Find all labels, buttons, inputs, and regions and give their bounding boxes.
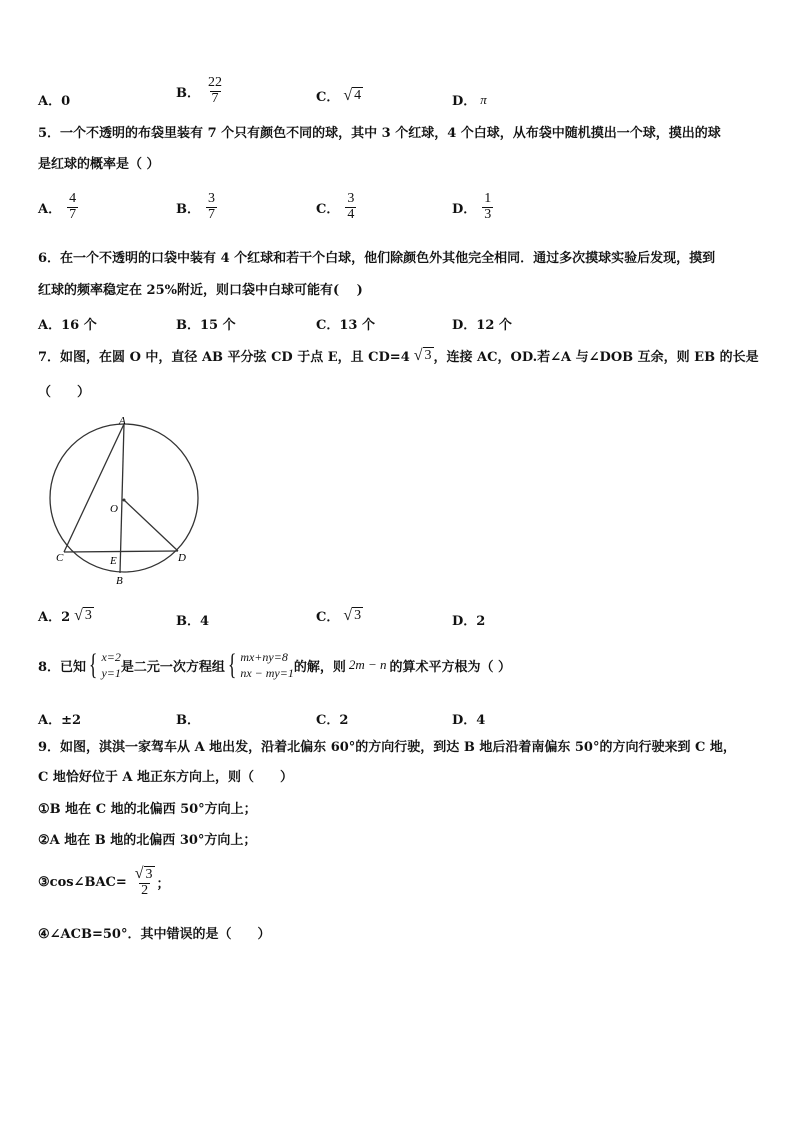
system-row: mx+ny=8	[240, 650, 288, 664]
q4-option-a: A．0	[38, 94, 71, 109]
q6-option-a: A．16 个	[38, 318, 97, 333]
q6-option-c: C．13 个	[316, 318, 375, 333]
sqrt-expression: √ 4	[343, 86, 362, 104]
option-fraction	[482, 192, 493, 222]
option-label: C．	[316, 201, 340, 217]
solution-system: { x=2 y=1	[88, 648, 121, 682]
label-c: C	[56, 552, 64, 564]
option-label: C．	[316, 610, 340, 625]
q7-circle-figure	[40, 412, 220, 592]
radicand: 3	[354, 608, 362, 624]
radicand: 3	[145, 867, 153, 882]
radicand: 3	[424, 348, 432, 364]
q6-stem-line2: 红球的频率稳定在 25%附近，则口袋中白球可能有( )	[38, 283, 363, 298]
fraction-numerator: 22	[208, 75, 222, 90]
q8-text-end: 的算术平方根为（ ）	[389, 659, 512, 675]
q8-option-b: B．	[176, 713, 200, 728]
option-fraction	[345, 192, 356, 222]
q9-statement-1: ①B 地在 C 地的北偏西 50°方向上；	[38, 802, 257, 817]
q9-statement-4: ④∠ACB=50°．其中错误的是（ ）	[38, 927, 271, 942]
q7-option-a	[38, 606, 94, 625]
chord-cd	[64, 551, 178, 552]
q4-option-b-fraction	[206, 76, 224, 106]
segment-od	[124, 500, 178, 551]
q8-stem	[38, 649, 511, 681]
q5-stem-line2: 是红球的概率是（ ）	[38, 157, 160, 172]
q4-option-c	[316, 86, 363, 105]
q4-option-d	[452, 90, 487, 109]
sqrt-expression: √ 3	[74, 606, 92, 624]
q7-stem-line1	[38, 346, 759, 365]
fraction-denominator: 4	[347, 206, 355, 222]
segment-ac	[64, 424, 124, 552]
fraction-denominator: 7	[211, 90, 219, 106]
option-fraction	[206, 192, 217, 222]
fraction-numerator: 4	[69, 191, 77, 206]
q9-stem-line2: C 地恰好位于 A 地正东方向上，则（ ）	[38, 770, 294, 785]
center-point-o	[123, 499, 126, 502]
q7-stem-line2: （ ）	[38, 385, 91, 400]
sqrt-expression: √ 3	[343, 606, 362, 624]
label-a: A	[119, 415, 126, 427]
system-row: nx − my=1	[240, 666, 294, 681]
fraction-denominator: 2	[141, 883, 149, 899]
q9-statement-3	[38, 866, 170, 899]
q8-option-d: D．4	[452, 713, 486, 728]
q6-stem-line1: 6．在一个不透明的口袋中装有 4 个红球和若干个白球，他们除颜色外其他完全相同．通过多次摸球实验后发现，摸到	[38, 251, 716, 266]
q7-option-d: D．2	[452, 614, 486, 629]
q8-option-a: A．±2	[38, 713, 82, 728]
q8-text-pre: 8．已知	[38, 659, 87, 675]
q4-option-b-label: B．	[176, 85, 200, 101]
label-o: O	[110, 503, 118, 515]
q7-text-before-radical: 7．如图，在圆 O 中，直径 AB 平分弦 CD 于点 E，且 CD=4	[38, 350, 410, 365]
q7-text-after-radical: ，连接 AC，OD.若∠A 与∠DOB 互余，则 EB 的长是	[433, 350, 759, 365]
q9-stem-line1: 9．如图，淇淇一家驾车从 A 地出发，沿着北偏东 60°的方向行驶，到达 B 地后沿着南偏东 50°的方向行驶来到 C 地，	[38, 740, 736, 755]
statement-text: ③cos∠BAC=	[38, 874, 127, 890]
q6-option-b: B．15 个	[176, 318, 236, 333]
fraction-denominator: 3	[484, 206, 492, 222]
option-label: B．	[176, 201, 200, 217]
fraction-numerator: 3	[347, 191, 355, 206]
q5-option-c	[316, 192, 356, 222]
q4-option-b	[176, 76, 224, 106]
radicand: 3	[84, 608, 92, 624]
q5-stem-line1: 5．一个不透明的布袋里装有 7 个只有颜色不同的球，其中 3 个红球，4 个白球，从布袋中随机摸出一个球，摸出的球	[38, 126, 721, 141]
fraction-numerator: 3	[208, 191, 215, 206]
q8-expression: 2m − n	[348, 657, 387, 673]
q4-option-c-label: C．	[316, 90, 340, 105]
q7-option-b: B．4	[176, 614, 210, 629]
option-label: D．	[452, 201, 477, 217]
pi-symbol: π	[480, 91, 487, 107]
system-row: x=2	[101, 650, 121, 664]
sqrt-expression: √ 3	[413, 346, 432, 364]
q7-option-c	[316, 606, 363, 625]
system-row: y=1	[101, 666, 121, 681]
diameter-ab	[120, 424, 124, 573]
q9-statement-2: ②A 地在 B 地的北偏西 30°方向上；	[38, 833, 257, 848]
q6-option-d: D．12 个	[452, 318, 512, 333]
fraction-numerator	[133, 866, 157, 883]
q8-option-c: C．2	[316, 713, 349, 728]
label-d: D	[178, 552, 186, 564]
q5-option-a	[38, 192, 78, 222]
q8-text-mid: 是二元一次方程组	[120, 659, 225, 675]
label-b: B	[116, 575, 123, 587]
q5-option-b	[176, 192, 217, 222]
sqrt-expression: √ 3	[134, 865, 153, 883]
equation-system: { mx+ny=8 nx − my=1	[227, 648, 294, 682]
option-label: A．2	[38, 610, 71, 625]
q4-option-d-label: D．	[452, 94, 477, 109]
fraction-denominator: 7	[208, 206, 215, 222]
label-e: E	[110, 555, 117, 567]
fraction-numerator: 1	[484, 191, 492, 206]
q5-option-d	[452, 192, 493, 222]
fraction-denominator: 7	[69, 206, 77, 222]
radicand: 4	[354, 88, 362, 104]
option-fraction	[67, 192, 78, 222]
option-label: A．	[38, 201, 62, 217]
q8-text-post: 的解，则	[293, 659, 346, 675]
cos-fraction	[133, 866, 157, 899]
statement-end: ；	[156, 876, 170, 892]
